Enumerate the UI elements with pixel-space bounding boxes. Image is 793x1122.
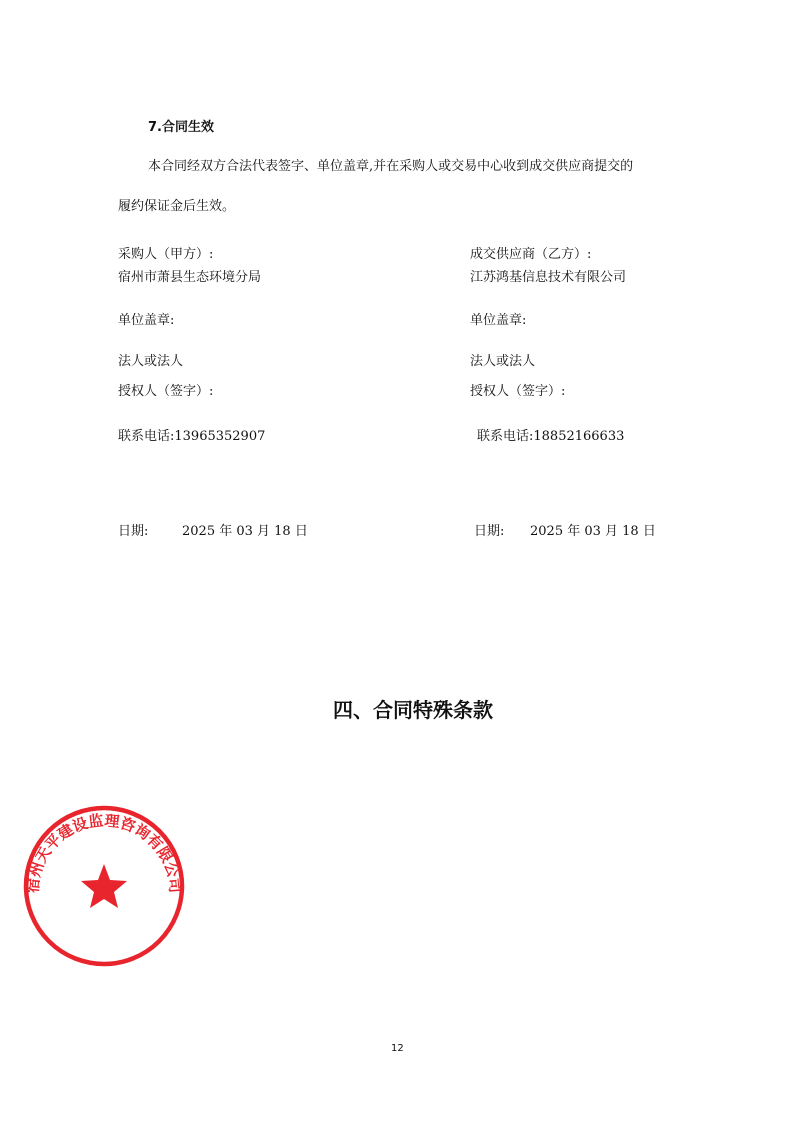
party-b-phone: 18852166633 — [533, 429, 625, 444]
party-a-signer-line-1: 法人或法人 — [118, 354, 184, 369]
party-a-name: 宿州市萧县生态环境分局 — [118, 270, 262, 285]
party-a-phone: 13965352907 — [174, 429, 266, 444]
party-a-seal-label: 单位盖章: — [118, 313, 175, 328]
party-b-signer-line-1: 法人或法人 — [470, 354, 536, 369]
party-a-role: 采购人（甲方）: — [118, 247, 214, 262]
party-a-phone-label: 联系电话: — [118, 429, 175, 444]
clause-body-line-1: 本合同经双方合法代表签字、单位盖章,并在采购人或交易中心收到成交供应商提交的 — [148, 159, 634, 174]
party-a-date: 2025 年 03 月 18 日 — [182, 524, 308, 539]
party-b-seal-label: 单位盖章: — [470, 313, 527, 328]
party-b-role: 成交供应商（乙方）: — [470, 247, 592, 262]
party-a-phone-row — [118, 425, 265, 444]
seal-text-path: 宿州天平建设监理咨询有限公司 — [23, 811, 185, 894]
party-b-date-label: 日期: — [474, 524, 505, 539]
party-a-signer-line-2: 授权人（签字）: — [118, 384, 214, 399]
party-b-phone-row — [477, 425, 624, 444]
page-number: 12 — [391, 1043, 404, 1054]
clause-heading: 7.合同生效 — [148, 120, 214, 135]
party-b-signer-line-2: 授权人（签字）: — [470, 384, 566, 399]
section-title: 四、合同特殊条款 — [333, 698, 493, 722]
clause-body-line-2: 履约保证金后生效。 — [118, 199, 236, 214]
party-a-date-label: 日期: — [118, 524, 149, 539]
party-b-name: 江苏鸿基信息技术有限公司 — [470, 270, 627, 285]
party-b-phone-label: 联系电话: — [477, 429, 534, 444]
party-b-date: 2025 年 03 月 18 日 — [530, 524, 656, 539]
star-icon — [81, 864, 127, 908]
company-seal — [22, 804, 186, 968]
